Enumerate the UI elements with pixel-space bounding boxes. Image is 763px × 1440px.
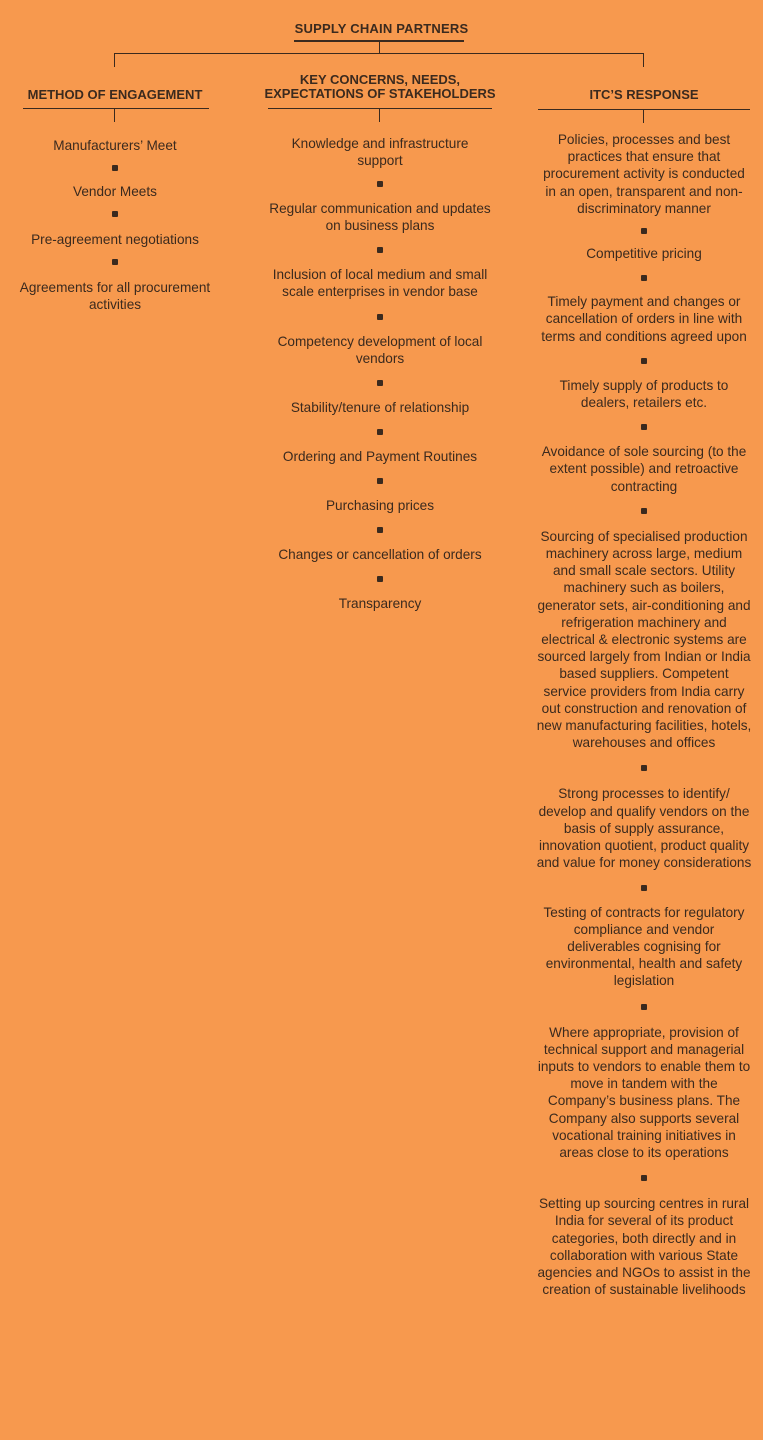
bullet (641, 885, 647, 891)
bullet (641, 275, 647, 281)
method-item: Agreements for all procurement activities (19, 280, 211, 312)
response-column (536, 131, 752, 1298)
response-item: Policies, processes and best practices that ensure that procurement activity is conducted in an open, transparent and non-discriminatory manner (543, 132, 745, 216)
bullet (641, 765, 647, 771)
concern-item: Purchasing prices (325, 498, 435, 513)
connector-horizontal (114, 53, 644, 54)
bullet (377, 478, 383, 484)
response-heading-line (538, 109, 750, 110)
response-item: Sourcing of specialised production machinery across large, medium and small scale sectors. Utility machinery such as boilers, generator sets, air-conditioning and refrigeration machinery and electrical & electronic systems are sourced largely from Indian or India based suppliers. Competent service providers from India carry out construction and renovation of new manufacturing facilities, hotels, warehouses and offices (536, 528, 752, 751)
bullet (377, 314, 383, 320)
response-item: Testing of contracts for regulatory compliance and vendor deliverables cognising for environmental, health and safety legislation (543, 904, 745, 989)
concern-item: Regular communication and updates on business plans (269, 201, 491, 233)
bullet (641, 228, 647, 234)
connector-left-drop (114, 53, 115, 67)
concern-item: Knowledge and infrastructure support (291, 136, 469, 168)
concern-item: Competency development of local vendors (277, 334, 483, 366)
bullet (112, 211, 118, 217)
response-item: Strong processes to identify/ develop and qualify vendors on the basis of supply assurance, innovation quotient, product quality and value for money considerations (536, 786, 752, 871)
concern-item: Transparency (338, 596, 422, 611)
bullet (377, 380, 383, 386)
connector-right-drop (643, 53, 644, 67)
concerns-column (268, 135, 492, 612)
response-heading: ITC’S RESPONSE (589, 87, 699, 102)
response-item: Competitive pricing (586, 246, 702, 262)
bullet (641, 358, 647, 364)
bullet (377, 576, 383, 582)
concern-item: Changes or cancellation of orders (278, 547, 482, 562)
bullet (641, 508, 647, 514)
response-item: Timely payment and changes or cancellation of orders in line with terms and conditions agreed upon (541, 294, 747, 344)
method-item: Pre-agreement negotiations (31, 232, 199, 247)
response-item: Timely supply of products to dealers, retailers etc. (559, 377, 729, 411)
bullet (377, 429, 383, 435)
method-tick (114, 108, 115, 122)
bullet (377, 247, 383, 253)
method-item: Manufacturers’ Meet (53, 138, 177, 153)
bullet (641, 424, 647, 430)
response-item: Avoidance of sole sourcing (to the extent possible) and retroactive contracting (541, 444, 747, 494)
response-item: Setting up sourcing centres in rural India for several of its product categories, both directly and in collaboration with various State agencies and NGOs to assist in the creation of sustainable livelihoods (537, 1196, 751, 1298)
method-heading: METHOD OF ENGAGEMENT (27, 87, 203, 102)
bullet (377, 181, 383, 187)
method-item: Vendor Meets (73, 184, 157, 199)
concerns-heading: KEY CONCERNS, NEEDS, EXPECTATIONS OF STAKEHOLDERS (264, 72, 496, 101)
bullet (641, 1004, 647, 1010)
method-column (12, 137, 218, 313)
concern-item: Inclusion of local medium and small scale enterprises in vendor base (272, 267, 488, 299)
bullet (377, 527, 383, 533)
method-heading-line (23, 108, 209, 109)
diagram-title: SUPPLY CHAIN PARTNERS (294, 21, 469, 36)
response-item: Where appropriate, provision of technical support and managerial inputs to vendors to enable them to move in tandem with the Company’s business plans. The Company also supports several vocational training initiatives in areas close to its operations (537, 1024, 751, 1160)
response-tick (643, 109, 644, 123)
bullet (641, 1175, 647, 1181)
concerns-heading-line (268, 108, 492, 109)
bullet (112, 165, 118, 171)
concern-item: Stability/tenure of relationship (290, 400, 470, 415)
concerns-tick (379, 108, 380, 122)
concern-item: Ordering and Payment Routines (282, 449, 478, 464)
bullet (112, 259, 118, 265)
